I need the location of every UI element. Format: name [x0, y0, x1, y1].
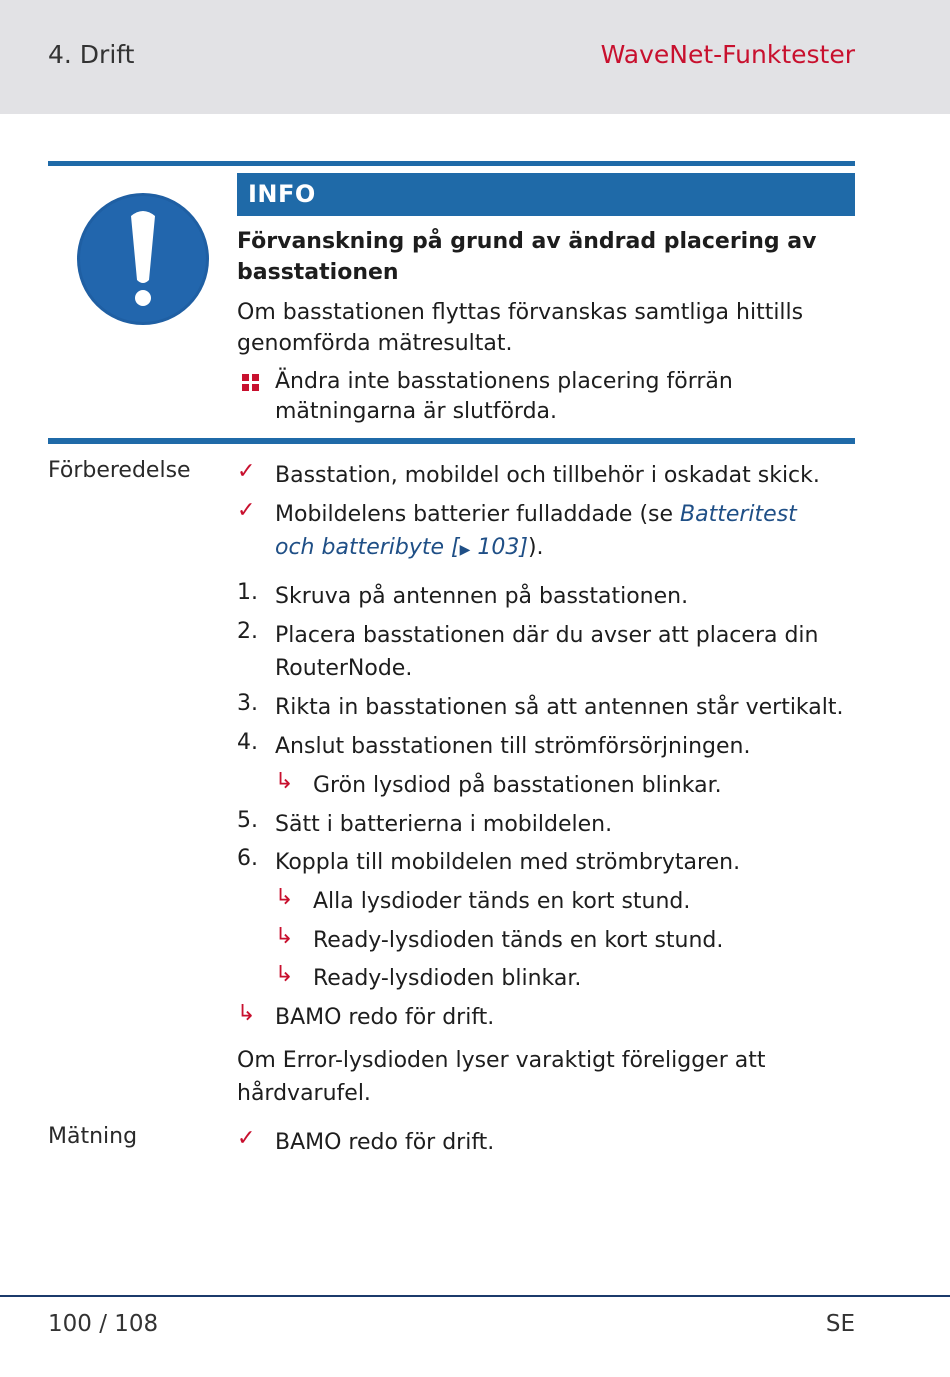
- hardware-fault-note: Om Error-lysdioden lyser varaktigt föreligger att hårdvarufel.: [237, 1048, 766, 1106]
- check-mark-icon: ✓: [237, 1126, 256, 1151]
- step-number: 5.: [237, 808, 258, 833]
- step-text: Rikta in basstationen så att antennen står vertikalt.: [275, 695, 844, 720]
- step-number: 3.: [237, 691, 258, 716]
- requirement-item: BAMO redo för drift.: [275, 1130, 495, 1155]
- footer-rule: [0, 1295, 950, 1297]
- final-result: BAMO redo för drift.: [275, 1005, 495, 1030]
- section-label-measurement: Mätning: [48, 1124, 138, 1149]
- step-number: 1.: [237, 580, 258, 605]
- page-header: [0, 0, 950, 114]
- step-text: Koppla till mobildelen med strömbrytaren.: [275, 850, 741, 875]
- result-arrow-icon: ↳: [275, 962, 294, 987]
- step-text: Sätt i batterierna i mobildelen.: [275, 812, 613, 837]
- result-arrow-icon: ↳: [237, 1001, 256, 1026]
- result-arrow-icon: ↳: [275, 924, 294, 949]
- link-page[interactable]: 103]: [470, 535, 528, 560]
- step-number: 6.: [237, 846, 258, 871]
- info-bottom-rule: [48, 438, 855, 444]
- exclamation-icon: [76, 192, 210, 326]
- step-result: Ready-lysdioden blinkar.: [313, 966, 582, 991]
- chapter-title: 4. Drift: [48, 40, 135, 69]
- action-squares-icon: [242, 374, 260, 392]
- requirement-item: Basstation, mobildel och tillbehör i oskadat skick.: [275, 463, 820, 488]
- info-text: Om basstationen flyttas förvanskas samtliga hittills genomförda mätresultat.: [237, 300, 804, 356]
- check-mark-icon: ✓: [237, 459, 256, 484]
- step-text: Placera basstationen där du avser att placera din RouterNode.: [275, 623, 819, 681]
- requirement-item: [275, 498, 835, 567]
- result-arrow-icon: ↳: [275, 769, 294, 794]
- info-action-text: Ändra inte basstationens placering förrän mätningarna är slutförda.: [275, 369, 733, 424]
- check-mark-icon: ✓: [237, 498, 256, 523]
- step-result: Ready-lysdioden tänds en kort stund.: [313, 928, 724, 953]
- requirement-text: Mobildelens batterier fulladdade (se: [275, 502, 681, 527]
- language-code: SE: [825, 1311, 855, 1337]
- step-text: Skruva på antennen på basstationen.: [275, 584, 689, 609]
- product-name: WaveNet-Funktester: [600, 40, 855, 69]
- step-result: Alla lysdioder tänds en kort stund.: [313, 889, 691, 914]
- step-number: 2.: [237, 619, 258, 644]
- page-number: 100 / 108: [48, 1311, 159, 1337]
- info-top-rule: [48, 161, 855, 166]
- link-text[interactable]: Batteritest och batteribyte [: [275, 502, 797, 560]
- step-number: 4.: [237, 730, 258, 755]
- info-heading: Förvanskning på grund av ändrad placering av basstationen: [237, 229, 817, 285]
- requirement-text-end: ).: [527, 535, 544, 560]
- page-arrow-icon: ▶: [459, 542, 471, 558]
- result-arrow-icon: ↳: [275, 885, 294, 910]
- info-banner: INFO: [237, 173, 855, 216]
- section-label-preparation: Förberedelse: [48, 458, 191, 483]
- step-text: Anslut basstationen till strömförsörjningen.: [275, 734, 751, 759]
- step-result: Grön lysdiod på basstationen blinkar.: [313, 773, 722, 798]
